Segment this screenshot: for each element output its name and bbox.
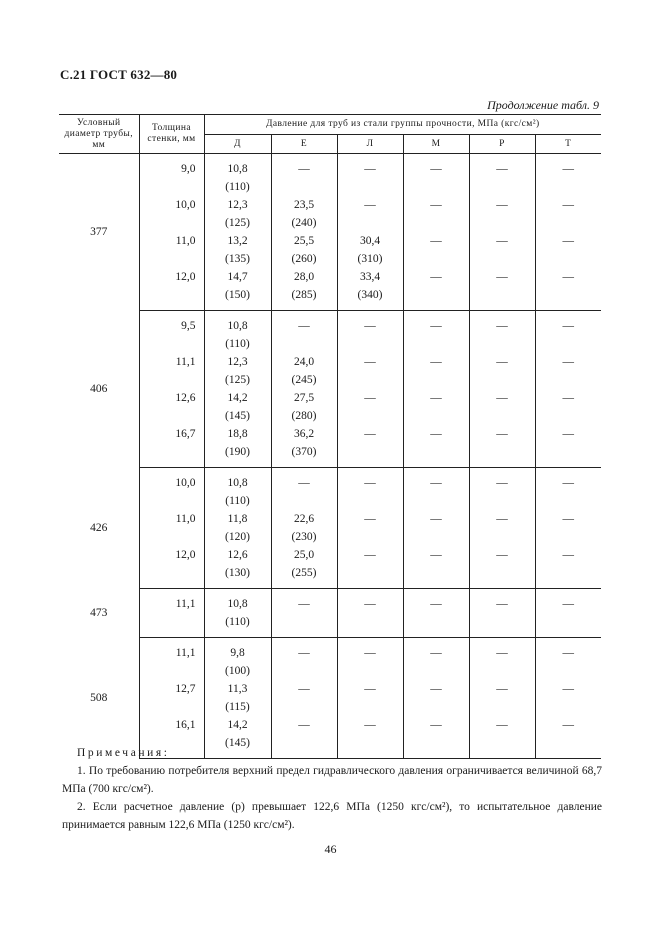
pressure-cell: — <box>469 389 535 425</box>
pressure-cell: — <box>337 160 403 196</box>
pressure-cell: — <box>271 595 337 631</box>
pressure-cell: — <box>337 680 403 716</box>
pressure-cell: 12,3 (125) <box>204 353 271 389</box>
table-row <box>59 644 601 680</box>
pressure-cell: 24,0 (245) <box>271 353 337 389</box>
pressure-cell: — <box>403 353 469 389</box>
wall-thickness-cell: 12,6 <box>139 389 204 425</box>
diameter-cell: 426 <box>90 522 108 534</box>
pressure-cell: — <box>403 716 469 752</box>
pressure-cell: 33,4 (340) <box>337 268 403 304</box>
pressure-cell: — <box>337 644 403 680</box>
note-item: 1. По требованию потребителя верхний предел гидравлического давления ограничивается величиной 68,7 МПа (700 кгс/см²). <box>62 765 602 795</box>
diameter-cell: 377 <box>90 226 108 239</box>
pressure-cell: — <box>403 425 469 461</box>
document-header: С.21 ГОСТ 632—80 <box>60 67 178 82</box>
pressure-cell: 10,8 (110) <box>204 474 271 510</box>
pressure-cell: — <box>535 716 601 752</box>
wall-thickness-cell: 11,1 <box>139 353 204 389</box>
pressure-cell: — <box>535 510 601 546</box>
table-row <box>59 196 601 232</box>
pressure-cell: — <box>403 389 469 425</box>
pressure-cell: — <box>403 160 469 196</box>
pressure-cell: 14,2 (145) <box>204 389 271 425</box>
col-header-grade: Т <box>535 135 601 154</box>
pressure-cell: — <box>535 232 601 268</box>
col-header-grade: Е <box>271 135 337 154</box>
pressure-cell: — <box>535 546 601 582</box>
table-row <box>59 474 601 510</box>
pressure-cell: — <box>535 268 601 304</box>
wall-thickness-cell: 11,1 <box>139 644 204 680</box>
pressure-cell: 27,5 (280) <box>271 389 337 425</box>
pressure-cell: — <box>337 474 403 510</box>
pressure-cell: 18,8 (190) <box>204 425 271 461</box>
wall-thickness-cell: 16,7 <box>139 425 204 461</box>
col-header-grade: Л <box>337 135 403 154</box>
pressure-cell: — <box>403 232 469 268</box>
wall-thickness-cell: 16,1 <box>139 716 204 752</box>
pressure-cell: — <box>469 595 535 631</box>
wall-thickness-cell: 9,5 <box>139 317 204 353</box>
col-header-grade: Р <box>469 135 535 154</box>
pressure-cell: 11,8 (120) <box>204 510 271 546</box>
pressure-table <box>59 114 601 759</box>
notes-title: Примечания: <box>77 747 170 759</box>
pressure-cell: — <box>469 680 535 716</box>
page-number: 46 <box>324 842 337 856</box>
pressure-cell: — <box>403 595 469 631</box>
table-row <box>59 680 601 716</box>
pressure-cell: — <box>535 474 601 510</box>
pressure-cell: — <box>469 510 535 546</box>
pressure-cell: — <box>535 317 601 353</box>
pressure-cell: 12,6 (130) <box>204 546 271 582</box>
pressure-cell: 30,4 (310) <box>337 232 403 268</box>
pressure-cell: — <box>337 716 403 752</box>
pressure-cell: — <box>469 160 535 196</box>
notes <box>62 744 602 834</box>
wall-thickness-cell: 11,0 <box>139 510 204 546</box>
pressure-cell: — <box>535 160 601 196</box>
pressure-cell: 12,3 (125) <box>204 196 271 232</box>
wall-thickness-cell: 12,0 <box>139 268 204 304</box>
pressure-cell: 23,5 (240) <box>271 196 337 232</box>
pressure-cell: — <box>403 317 469 353</box>
wall-thickness-cell: 11,1 <box>139 595 204 631</box>
pressure-cell: 28,0 (285) <box>271 268 337 304</box>
col-header-grade: Д <box>204 135 271 154</box>
pressure-cell: — <box>337 510 403 546</box>
pressure-cell: — <box>271 716 337 752</box>
table-row <box>59 389 601 425</box>
pressure-cell: — <box>337 353 403 389</box>
pressure-cell: — <box>535 425 601 461</box>
pressure-cell: — <box>271 680 337 716</box>
pressure-cell: — <box>469 317 535 353</box>
pressure-cell: — <box>469 353 535 389</box>
table-row <box>59 268 601 304</box>
pressure-cell: — <box>469 232 535 268</box>
pressure-cell: — <box>403 268 469 304</box>
pressure-cell: — <box>271 160 337 196</box>
wall-thickness-cell: 11,0 <box>139 232 204 268</box>
table-row <box>59 510 601 546</box>
table-row <box>59 546 601 582</box>
wall-thickness-cell: 10,0 <box>139 474 204 510</box>
pressure-cell: — <box>403 644 469 680</box>
pressure-cell: — <box>403 680 469 716</box>
pressure-cell: — <box>469 716 535 752</box>
note-item: 2. Если расчетное давление (р) превышает 122,6 МПа (1250 кгс/см²), то испытательное давление принимается равным 122,6 МПа (1250 кгс/см²). <box>62 801 602 831</box>
pressure-cell: 14,7 (150) <box>204 268 271 304</box>
pressure-cell: 10,8 (110) <box>204 317 271 353</box>
wall-thickness-cell: 12,0 <box>139 546 204 582</box>
pressure-cell: — <box>469 268 535 304</box>
pressure-cell: — <box>469 425 535 461</box>
pressure-cell: — <box>535 389 601 425</box>
diameter-cell: 406 <box>90 383 108 395</box>
pressure-cell: — <box>469 196 535 232</box>
table-continuation-label: Продолжение табл. 9 <box>487 98 599 112</box>
col-header-pressure: Давление для труб из стали группы прочности, МПа (кгс/см²) <box>204 115 601 135</box>
pressure-cell: — <box>535 196 601 232</box>
pressure-cell: — <box>535 353 601 389</box>
table-row <box>59 317 601 353</box>
pressure-cell: — <box>469 546 535 582</box>
pressure-cell: — <box>271 317 337 353</box>
table-row <box>59 353 601 389</box>
pressure-cell: — <box>337 389 403 425</box>
pressure-cell: 25,0 (255) <box>271 546 337 582</box>
col-header-diameter: Условный диаметр трубы, мм <box>59 115 139 154</box>
diameter-cell: 508 <box>90 692 108 704</box>
pressure-cell: 13,2 (135) <box>204 232 271 268</box>
pressure-cell: — <box>337 595 403 631</box>
pressure-cell: — <box>469 474 535 510</box>
col-header-grade: М <box>403 135 469 154</box>
pressure-cell: 14,2 (145) <box>204 716 271 752</box>
pressure-cell: — <box>403 546 469 582</box>
wall-thickness-cell: 10,0 <box>139 196 204 232</box>
pressure-cell: — <box>337 546 403 582</box>
pressure-cell: — <box>535 595 601 631</box>
pressure-cell: 22,6 (230) <box>271 510 337 546</box>
pressure-cell: — <box>337 196 403 232</box>
wall-thickness-cell: 12,7 <box>139 680 204 716</box>
wall-thickness-cell: 9,0 <box>139 160 204 196</box>
pressure-cell: — <box>271 644 337 680</box>
pressure-cell: — <box>403 474 469 510</box>
table-row <box>59 160 601 196</box>
table-row <box>59 232 601 268</box>
pressure-cell: — <box>403 510 469 546</box>
table-row <box>59 595 601 631</box>
pressure-cell: — <box>535 644 601 680</box>
pressure-cell: — <box>535 680 601 716</box>
diameter-cell: 473 <box>90 607 108 619</box>
pressure-cell: — <box>403 196 469 232</box>
pressure-cell: 25,5 (260) <box>271 232 337 268</box>
pressure-cell: 10,8 (110) <box>204 160 271 196</box>
pressure-cell: 9,8 (100) <box>204 644 271 680</box>
pressure-cell: — <box>271 474 337 510</box>
pressure-cell: — <box>337 317 403 353</box>
col-header-wall: Толщина стенки, мм <box>139 115 204 154</box>
pressure-cell: 36,2 (370) <box>271 425 337 461</box>
pressure-cell: — <box>337 425 403 461</box>
pressure-cell: 11,3 (115) <box>204 680 271 716</box>
pressure-cell: — <box>469 644 535 680</box>
pressure-cell: 10,8 (110) <box>204 595 271 631</box>
table-row <box>59 425 601 461</box>
